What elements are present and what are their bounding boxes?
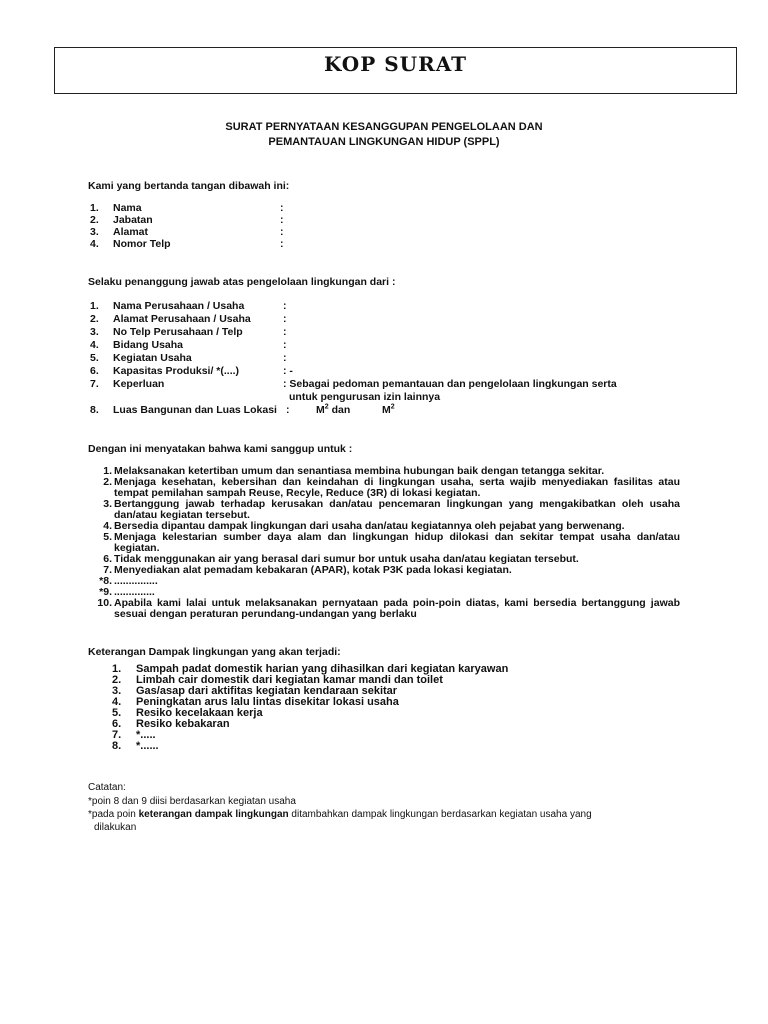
impact-list — [112, 664, 508, 752]
commitment-list — [90, 466, 680, 620]
list-item: 4. Bersedia dipantau dampak lingkungan dari usaha dan/atau kegiatannya oleh pejabat yang berwenang. — [103, 520, 625, 532]
list-item: 5. Menjaga kelestarian sumber daya alam dan lingkungan hidup dilokasi dan sekitar tempat usaha dan/atau kegiatan. — [103, 531, 680, 554]
list-item: *8. ............... — [99, 575, 158, 587]
list-item: 6. Resiko kebakaran — [112, 718, 230, 730]
list-item: *9. .............. — [99, 586, 155, 598]
letterhead-title: KOP SURAT — [323, 51, 468, 76]
impact-intro: Keterangan Dampak lingkungan yang akan terjadi: — [88, 646, 341, 658]
notes-line1: *poin 8 dan 9 diisi berdasarkan kegiatan usaha — [88, 796, 296, 807]
list-item: 3. Gas/asap dari aktifitas kegiatan kendaraan sekitar — [112, 685, 398, 697]
list-item: 2. Menjaga kesehatan, kebersihan dan keindahan di lingkungan usaha, serta wajib menyediakan fasilitas atau tempat pemilahan sampah Reuse, Recyle, Reduce (3R) di lokasi kegiatan. — [103, 476, 680, 499]
list-item: 4. Peningkatan arus lalu lintas disekitar lokasi usaha — [112, 696, 399, 708]
list-item: 7. Menyediakan alat pemadam kebakaran (APAR), kotak P3K pada lokasi kegiatan. — [103, 564, 512, 576]
list-item: 3. Bertanggung jawab terhadap kerusakan dan/atau pencemaran lingkungan yang mengakibatkan oleh usaha dan/atau kegiatan tersebut. — [103, 498, 680, 521]
notes-heading: Catatan: — [88, 782, 126, 793]
list-item: 10. Apabila kami lalai untuk melaksanakan pernyataan pada poin-poin diatas, kami bersedia bertanggung jawab sesuai dengan peraturan perundang-undangan yang berlaku — [97, 597, 680, 620]
list-item: 6. Tidak menggunakan air yang berasal dari sumur bor untuk usaha dan/atau kegiatan tersebut. — [103, 553, 579, 565]
notes-line3: dilakukan — [94, 822, 137, 833]
intro-text: Kami yang bertanda tangan dibawah ini: — [88, 180, 290, 192]
list-item: 8. *...... — [112, 740, 159, 752]
list-item: 2. Limbah cair domestik dari kegiatan kamar mandi dan toilet — [112, 674, 443, 686]
notes-line2: *pada poin keterangan dampak lingkungan ditambahkan dampak lingkungan berdasarkan kegiatan usaha yang — [88, 809, 592, 820]
document-title-line1: SURAT PERNYATAAN KESANGGUPAN PENGELOLAAN DAN — [225, 121, 543, 133]
declare-intro: Dengan ini menyatakan bahwa kami sanggup untuk : — [88, 443, 353, 455]
document-title-line2: PEMANTAUAN LINGKUNGAN HIDUP (SPPL) — [268, 136, 500, 148]
list-item: 5. Resiko kecelakaan kerja — [112, 707, 263, 719]
responsible-intro: Selaku penanggung jawab atas pengelolaan lingkungan dari : — [88, 276, 396, 288]
list-item: 7. *..... — [112, 729, 156, 741]
list-item: 1. Melaksanakan ketertiban umum dan senantiasa membina hubungan baik dengan tetangga sekitar. — [103, 465, 605, 477]
keperluan-continuation: untuk pengurusan izin lainnya — [289, 391, 441, 403]
list-item: 1. Sampah padat domestik harian yang dihasilkan dari kegiatan karyawan — [112, 663, 509, 675]
letterhead-box — [54, 47, 737, 94]
